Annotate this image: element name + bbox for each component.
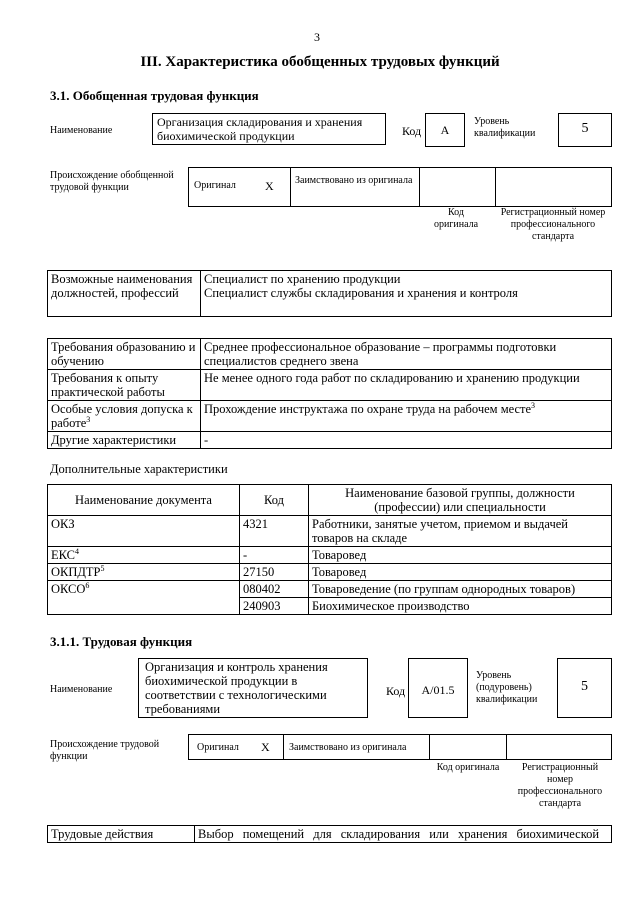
gtf-orig-code-caption: Код оригинала [433, 207, 479, 230]
req-label: Требования к опыту практической работы [48, 370, 201, 401]
extra-name: Товаровед [309, 564, 612, 581]
gtf-original-mark: Х [265, 179, 274, 193]
extra-code: 4321 [240, 516, 309, 547]
extra-doc: ОКСО [51, 582, 86, 596]
req-label: Другие характеристики [48, 432, 201, 449]
gtf-code-label: Код [402, 124, 422, 138]
tf-name-value: Организация и контроль хранения биохимической продукции в соответствии с технологическими требованиями [138, 658, 368, 718]
gtf-heading: 3.1. Обобщенная трудовая функция [50, 88, 259, 103]
req-value: Среднее профессиональное образование – программы подготовки специалистов среднего звена [201, 339, 612, 370]
tf-borrowed-label: Заимствовано из оригинала [289, 742, 407, 753]
gtf-reg-number-caption: Регистрационный номер профессионального стандарта [500, 207, 606, 242]
tf-original-mark: Х [261, 740, 270, 754]
table-row [48, 547, 612, 564]
gtf-name-label: Наименование [50, 125, 113, 136]
extra-header: Наименование базовой группы, должности (профессии) или специальности [309, 485, 612, 516]
extra-title: Дополнительные характеристики [50, 462, 228, 476]
gtf-name-value: Организация складирования и хранения биохимической продукции [152, 113, 386, 145]
tf-level-value: 5 [557, 658, 612, 718]
gtf-original-label: Оригинал [194, 180, 236, 191]
gtf-level-label: Уровень квалификации [474, 116, 536, 139]
tf-level-label: Уровень (подуровень) квалификации [476, 670, 538, 705]
actions-table [47, 825, 612, 843]
section-title: III. Характеристика обобщенных трудовых функций [140, 54, 500, 70]
extra-doc-footnote: 5 [100, 563, 105, 573]
tf-code-value: А/01.5 [408, 658, 468, 718]
gtf-origin-label: Происхождение обобщенной трудовой функции [50, 170, 174, 193]
tf-origin-box [188, 734, 612, 760]
req-value: Прохождение инструктажа по охране труда на рабочем месте [204, 402, 532, 416]
positions-table [47, 270, 612, 317]
extra-name: Работники, занятые учетом, приемом и выдачей товаров на складе [309, 516, 612, 547]
extra-name: Биохимическое производство [309, 598, 612, 615]
gtf-borrowed-label: Заимствовано из оригинала [295, 175, 413, 186]
table-row [48, 516, 612, 547]
table-row [48, 581, 612, 598]
tf-reg-number-caption: Регистрационный номер профессионального стандарта [517, 762, 603, 809]
tf-heading: 3.1.1. Трудовая функция [50, 634, 193, 649]
positions-label: Возможные наименования должностей, профессий [48, 271, 201, 317]
extra-code: 240903 [240, 598, 309, 615]
tf-orig-code-caption: Код оригинала [436, 762, 500, 773]
req-value: - [201, 432, 612, 449]
extra-table [47, 484, 612, 615]
req-label: Требования образованию и обучению [48, 339, 201, 370]
table-row [48, 564, 612, 581]
tf-original-label: Оригинал [197, 742, 239, 753]
extra-doc: ОКЗ [48, 516, 240, 547]
extra-name: Товаровед [309, 547, 612, 564]
extra-doc-footnote: 4 [75, 546, 79, 556]
extra-doc: ОКПДТР [51, 565, 101, 579]
actions-first: Выбор помещений для складирования или хранения биохимической [195, 826, 612, 843]
req-label-footnote: 3 [86, 414, 91, 424]
tf-code-label: Код [386, 684, 406, 698]
extra-code: 27150 [240, 564, 309, 581]
actions-label: Трудовые действия [48, 826, 195, 843]
requirements-table [47, 338, 612, 449]
extra-name: Товароведение (по группам однородных товаров) [309, 581, 612, 598]
extra-code: - [240, 547, 309, 564]
position-item: Специалист по хранению продукции [204, 272, 401, 286]
extra-code: 080402 [240, 581, 309, 598]
req-value: Не менее одного года работ по складированию и хранению продукции [201, 370, 612, 401]
gtf-code-value: А [425, 113, 465, 147]
extra-doc-footnote: 6 [85, 580, 90, 590]
tf-origin-label: Происхождение трудовой функции [50, 739, 160, 762]
extra-doc: ЕКС [51, 548, 75, 562]
extra-header: Код [240, 485, 309, 516]
req-value-footnote: 3 [531, 400, 536, 410]
gtf-origin-box [188, 167, 612, 207]
gtf-level-value: 5 [558, 113, 612, 147]
extra-header: Наименование документа [48, 485, 240, 516]
page-number: 3 [314, 30, 320, 44]
req-label: Особые условия допуска к работе [51, 402, 193, 430]
tf-name-label: Наименование [50, 684, 113, 695]
position-item: Специалист службы складирования и хранения и контроля [204, 286, 518, 300]
